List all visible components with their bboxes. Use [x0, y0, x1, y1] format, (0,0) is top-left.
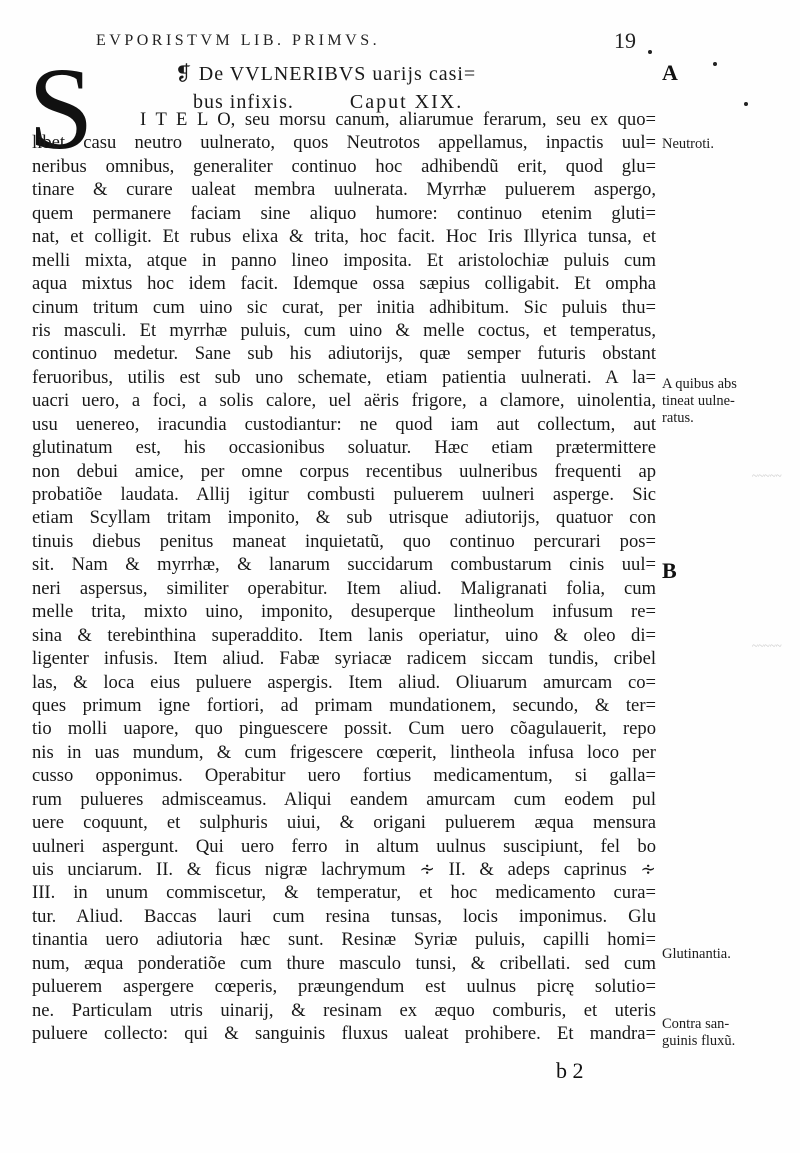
text-line: cinum tritum cum uino sic curat, per initia adhibitum. Sic puluis thu=	[32, 296, 656, 318]
margin-note-line: guinis fluxũ.	[662, 1033, 736, 1049]
text-line: puluere collecto: qui & sanguinis fluxus ualeat prohibere. Et mandra=	[32, 1023, 656, 1045]
text-line: nat, et colligit. Et rubus elixa & trita, hoc facit. Hoc Iris Illyrica tunsa, et	[32, 226, 656, 248]
text-line: nis in uas mundum, & cum frigescere cœperit, lintheola infusa loco per	[32, 741, 656, 763]
text-line: etiam Scyllam tritam imponito, & sub utrisque adiutorijs, quatuor con	[32, 507, 656, 529]
text-line: sina & terebinthina superaddito. Item lanis operiatur, uino & oleo di=	[32, 624, 656, 646]
margin-note-line: ratus.	[662, 410, 694, 426]
text-line: tinare & curare ualeat membra uulnerata. Myrrhæ puluerem aspergo,	[32, 179, 656, 201]
running-head: EVPORISTVM LIB. PRIMVS.	[96, 32, 381, 49]
text-line: probatiõe laudata. Allij igitur combusti puluerem uulneri asperge. Sic	[32, 484, 656, 505]
text-line: tinantia uero adiutoria hæc sunt. Resinæ Syriæ puluis, capilli homi=	[32, 929, 656, 951]
text-line: feruoribus, utilis est sub uno schemate, etiam patientia uulnerati. A la=	[32, 366, 656, 388]
text-line: usu uenereo, iracundia custodiantur: ne quod iam aut collectum, aut	[32, 413, 656, 435]
margin-note-line: A quibus abs	[662, 376, 737, 392]
text-line: continuo medetur. Sane sub his adiutorijs, quæ semper futuris obstant	[32, 343, 656, 365]
ink-speck	[648, 50, 652, 54]
text-line: aqua mixtus hoc idem facit. Idemque ossa sæpius colligabit. Et ompha	[32, 273, 656, 295]
text-line: tio molli uapore, quo pinguescere possit. Cum uero cõagulauerit, repo	[32, 718, 656, 740]
title-subject: bus infixis.	[193, 91, 294, 113]
text-line: num, æqua ponderatiõe cum thure masculo tunsi, & cribellati. sed cum	[32, 952, 656, 974]
text-line: ligenter infusis. Item aliud. Fabæ syriacæ radicem siccam tundis, cribel	[32, 648, 656, 670]
signature-mark: b 2	[556, 1058, 584, 1083]
text-line: sit. Nam & myrrhæ, & lanarum succidarum combustarum cinis uul=	[32, 554, 656, 576]
margin-note-line: Contra san-	[662, 1016, 730, 1032]
body-text	[32, 108, 656, 1046]
bleed-through-text: ~~~~~	[752, 470, 782, 482]
text-line: cusso opponimus. Operabitur uero fortius medicamentum, si galla=	[32, 765, 656, 787]
chapter-number: Caput XIX.	[349, 91, 464, 113]
section-marker-b: B	[662, 558, 677, 583]
text-line: melli mixta, atque in panno lineo imposita. Et aristolochiæ puluis cum	[32, 249, 656, 271]
text-line: rum pulueres admisceamus. Aliqui eandem amurcam cum eodem pul	[32, 788, 656, 810]
text-line: uis unciarum. II. & ficus nigræ lachrymum ∻ II. & adeps caprinus ∻	[32, 859, 656, 880]
text-line: ques primum igne fortiori, ad primam mundationem, secundo, & ter=	[32, 694, 656, 716]
text-line: tinuis diebus penitus maneat inquietatũ, quo continuo percurari pos=	[32, 530, 656, 552]
folio-number: 19	[614, 28, 636, 53]
drop-cap: S	[28, 43, 94, 174]
text-line: uere coquunt, et sulphuris uiui, & origani puluerem æqua mensura	[32, 812, 656, 834]
text-line: quem permanere faciam sine aliquo humore: continuo etenim gluti=	[32, 202, 656, 224]
text-line: ris masculi. Et myrrhæ puluis, cum uino & melle coctus, et temperatus,	[32, 319, 656, 341]
margin-note-quibus	[662, 376, 737, 427]
margin-note-neutroti: Neutroti.	[662, 136, 714, 152]
text-line: libet casu neutro uulnerato, quos Neutrotos appellamus, inpactis uul=	[32, 132, 656, 154]
title-line-1: ❡ De VVLNERIBVS uarijs casi=	[175, 63, 477, 85]
bleed-through-text: ~~~~~	[752, 640, 782, 652]
page-header	[96, 28, 636, 58]
text-line: glutinatum est, his occasionibus soluatur. Hæc etiam prætermittere	[32, 437, 656, 459]
text-line: uacri uero, a foci, a solis calore, uel aëris frigore, a clamore, uinolentia,	[32, 390, 656, 412]
margin-note-glutinantia: Glutinantia.	[662, 946, 731, 962]
margin-note-line: tineat uulne-	[662, 393, 735, 409]
ink-speck	[713, 62, 717, 66]
text-line: puluerem aspergere cœperis, præungendum est uulnus picrę solutio=	[32, 976, 656, 998]
text-line: neri aspersus, similiter operabitur. Item aliud. Maligranati folia, cum	[32, 577, 656, 599]
text-line: neribus omnibus, generaliter continuo hoc adhibendũ erit, quod glu=	[32, 155, 656, 177]
text-line: I T E L O, seu morsu canum, aliarumue ferarum, seu ex quo=	[140, 109, 656, 130]
text-line: non debui amice, per omne corpus recentibus uulneribus frequenti ap	[32, 460, 656, 482]
text-line: ne. Particulam utris uinarij, & resinam ex æquo comburis, et uteris	[32, 999, 656, 1021]
text-line: tur. Aliud. Baccas lauri cum resina tunsas, locis imponimus. Glu	[32, 905, 656, 927]
section-marker-a: A	[662, 60, 678, 85]
text-line: melle trita, mixto uino, imponito, desuperque lintheolum infusum re=	[32, 601, 656, 623]
text-line: uulneri aspergunt. Qui uero ferro in altum uulnus suscipiunt, fel bo	[32, 835, 656, 857]
text-line: las, & loca eius puluere aspergis. Item aliud. Oliuarum amurcam co=	[32, 671, 656, 693]
text-line: III. in unum commiscetur, & temperatur, et hoc medicamento cura=	[32, 882, 656, 904]
margin-note-contra	[662, 1016, 735, 1050]
ink-speck	[744, 102, 748, 106]
